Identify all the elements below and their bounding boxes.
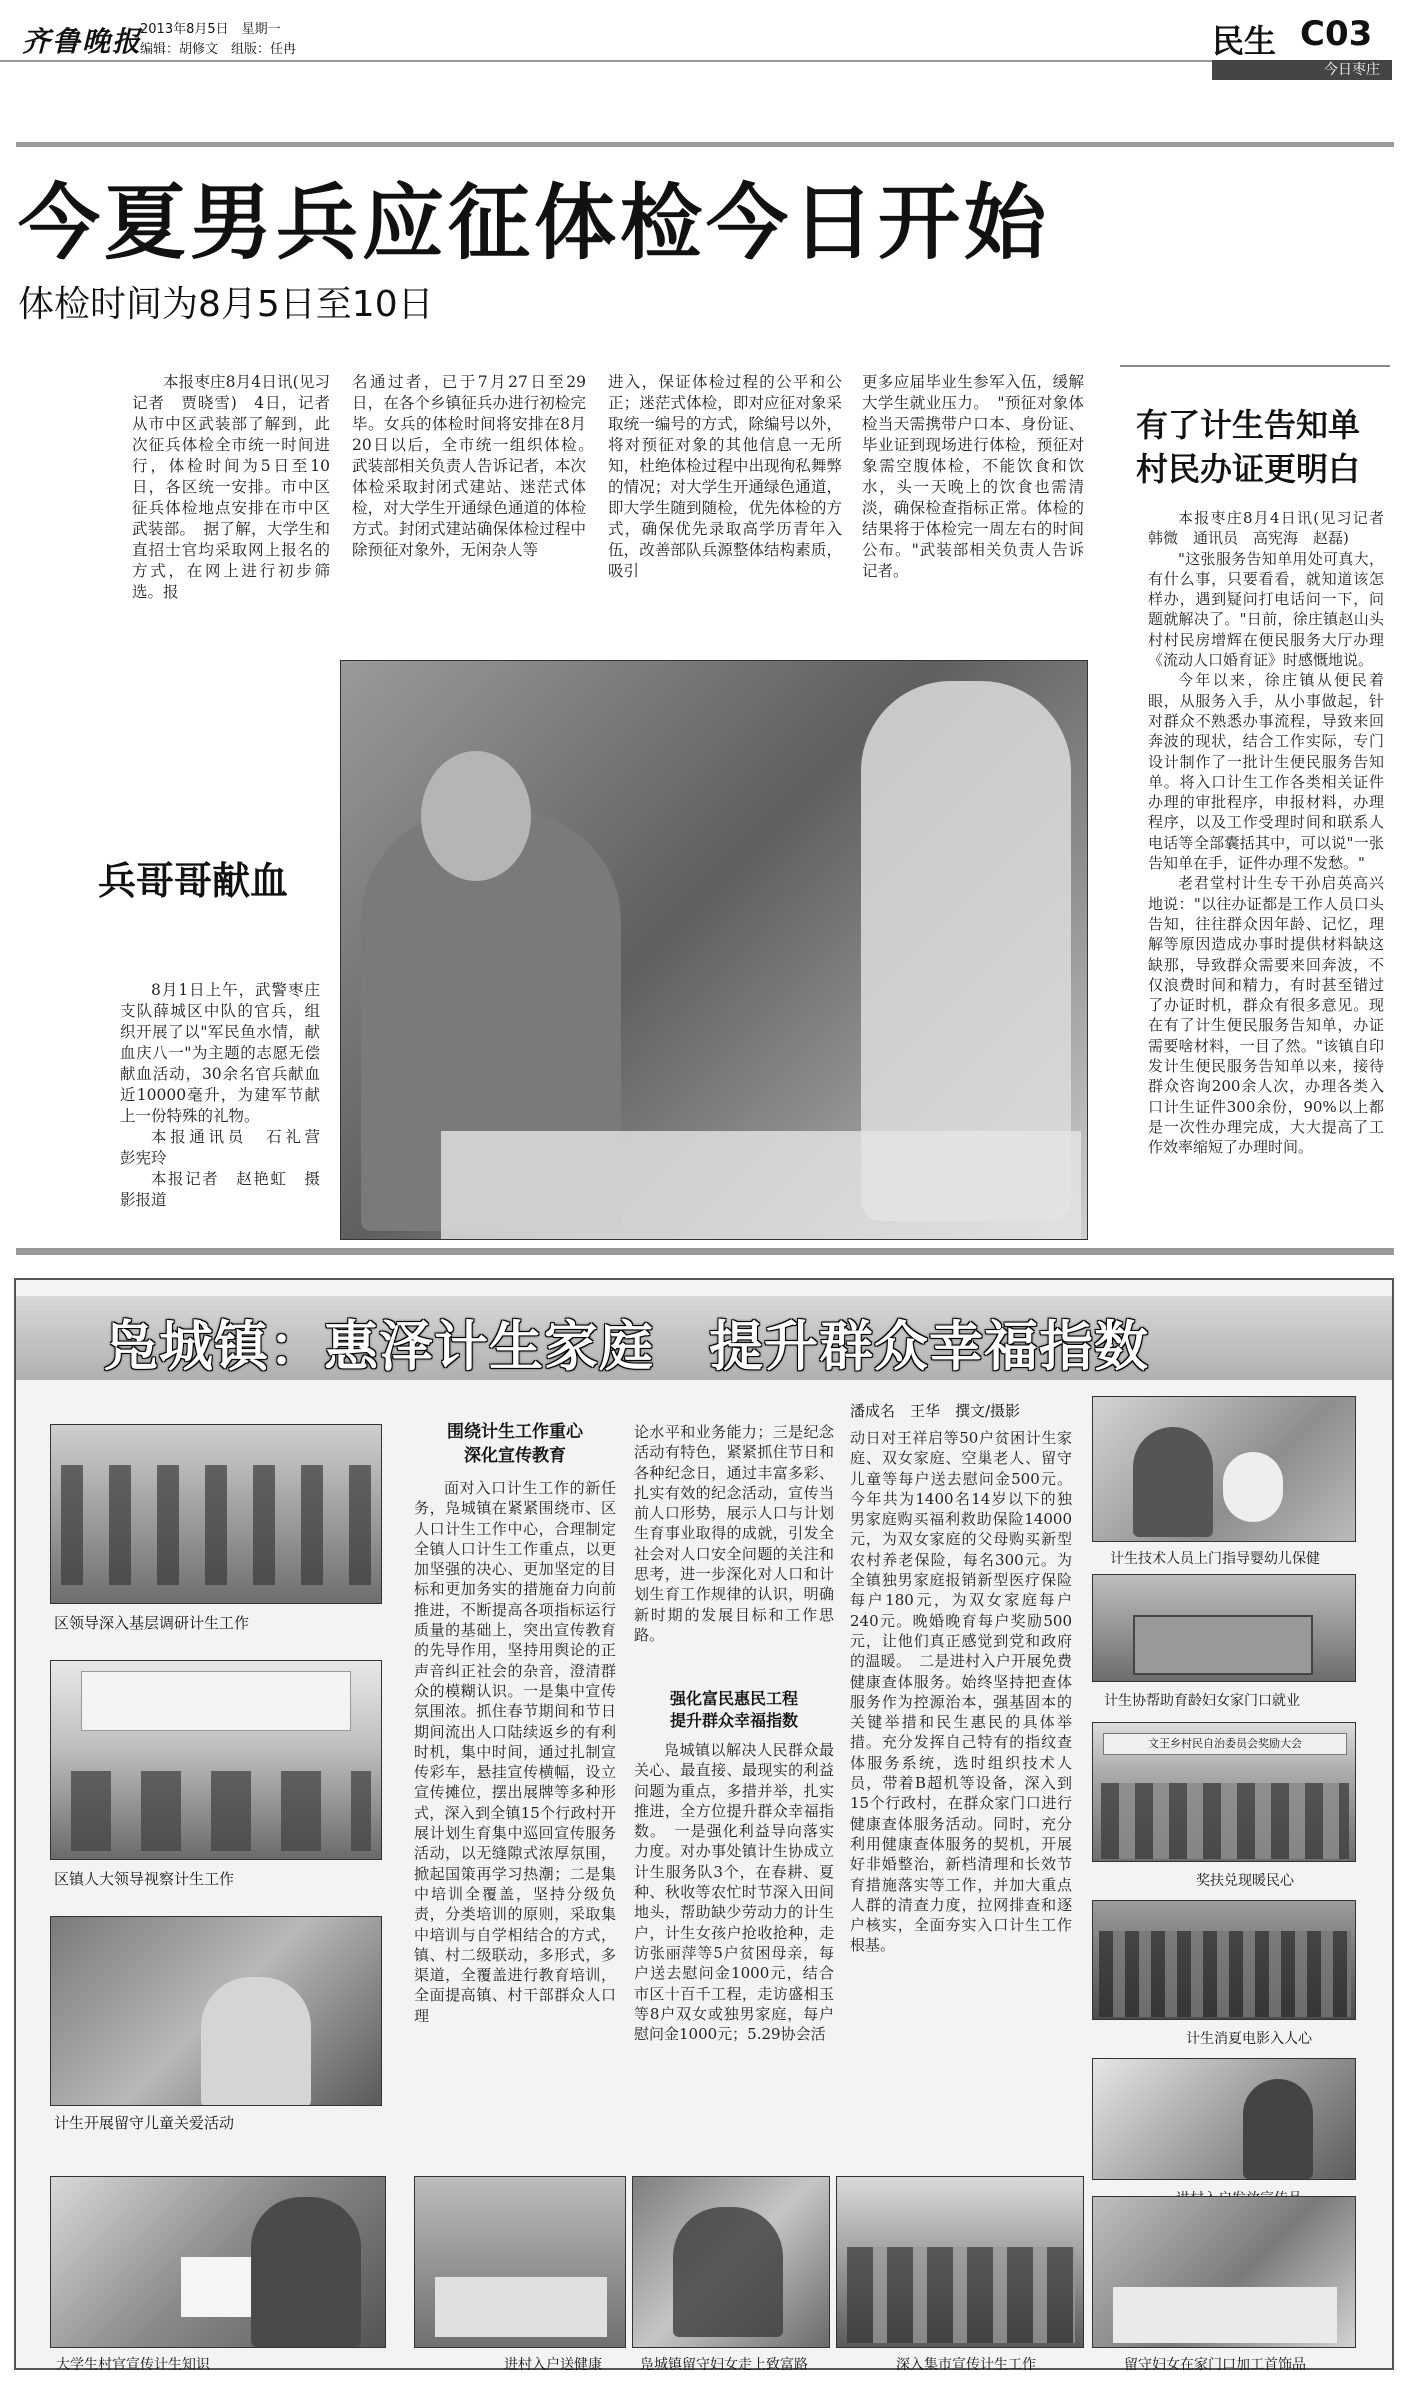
photo-home-employment (1092, 1574, 1356, 1682)
caption-health-delivery: 进村入户送健康 (504, 2357, 602, 2373)
masthead-rule (0, 60, 1212, 62)
feature-column-a-text: 面对入口计生工作的新任务，凫城镇在紧紧围绕市、区人口计生工作中心，合理制定全镇人口计生工作重点，以更加坚强的决心、更加坚定的目标和更加务实的措施奋力向前推进，不断提高各项指标运行质量的基础上，突出宣传教育的先导作用，坚持用舆论的正声音纠正社会的杂音，澄清群众的模糊认识。一是集中宣传氛围浓。抓住春节期间和节日期间流出人口陆续返乡的有利时机，集中时间，通过扎制宣传彩车，悬挂宣传横幅，设立宣传摊位，摆出展牌等多种形式，深入到全镇15个行政村开展计划生育集中巡回宣传服务活动，以无缝隙式浓厚氛围，掀起国策再学习热潮；二是集中培训全覆盖，坚持分级负责，分类培训的原则，采取集中培训与自学相结合的方式，镇、村二级联动，多形式，多渠道，全覆盖进行教育培训，全面提高镇、村干部群众人口理 (414, 1479, 616, 2025)
photo-summer-movie (1092, 1900, 1356, 2020)
feature-subhead-1-line-1: 围绕计生工作重心 (447, 1422, 583, 1442)
wall-calligraphy (81, 1671, 351, 1731)
story-column-4 (862, 372, 1084, 582)
worker-figure (673, 2207, 783, 2337)
blood-donation-story (120, 980, 336, 1211)
date-line: 2013年8月5日 星期一 (140, 22, 281, 37)
photo-officials-visit (50, 1424, 382, 1604)
paper-logo: 齐鲁晚报 (22, 25, 143, 58)
caption-meeting: 区镇人大领导视察计生工作 (54, 1870, 235, 1888)
market-crowd (847, 2247, 1075, 2343)
caption-left-behind-children: 计生开展留守儿童关爱活动 (54, 2114, 235, 2132)
feature-column-b (634, 1422, 834, 1645)
award-stage-banner-text: 文王乡村民自治委员会奖励大会 (1148, 1737, 1302, 1750)
caption-village-official: 大学生村官宣传计生知识 (56, 2357, 210, 2373)
award-stage-banner (1103, 1733, 1347, 1755)
leaflet (181, 2257, 251, 2317)
story-column-3-text: 进入，保证体检过程的公平和公正；迷茫式体检，即对应征对象采取统一编号的方式，除编号以外，将对预征对象的其他信息一无所知，杜绝体检过程中出现徇私舞弊的情况；对大学生开通绿色通道，即大学生随到随检，优先体检的方式，确保优先录取高学历青年入伍，改善部队兵源整体结构素质，吸引 (608, 373, 842, 580)
top-divider (16, 142, 1394, 147)
photo-meeting (50, 1660, 382, 1860)
editor-line: 编辑：胡修文 组版：任冉 (140, 42, 297, 57)
region-tag (1212, 60, 1392, 80)
photo-left-behind-children (50, 1916, 382, 2106)
photo-women-prosperity (632, 2176, 830, 2348)
feature-subhead-2-line-2: 提升群众幸福指数 (669, 1711, 798, 1730)
feature-credits: 潘成名 王华 撰文/摄影 (850, 1402, 1021, 1420)
caption-award-ceremony: 奖扶兑现暖民心 (1196, 1873, 1294, 1889)
feature-column-b-text-2: 凫城镇以解决人民群众最关心、最直接、最现实的利益问题为重点，多措并举，扎实推进，全方位提升群众幸福指数。 一是强化利益导向落实力度。对办事处镇计生协成立计生服务队3个，在春耕、夏种、秋收等农忙时节深入田间地头，帮助缺少劳动力的计生户，计生女孩户抢收抢种，走访张丽萍等5户贫困母亲，每户送去慰问金1000元，结合市区十百千工程，走访盛相玉等8户双女或独男家庭，每户慰问金1000元；5.29协会活 (634, 1741, 834, 2044)
feature-subhead-1-line-2: 深化宣传教育 (464, 1446, 566, 1466)
story-column-1 (132, 372, 330, 603)
feature-banner (16, 1296, 1392, 1380)
caption-officials-visit: 区领导深入基层调研计生工作 (54, 1614, 250, 1632)
story-column-4-text: 更多应届毕业生参军入伍，缓解大学生就业压力。 "预征对象体检当天需携带户口本、身份证、毕业证到现场进行体检，预征对象需空腹体检，不能饮食和饮水，头一天晚上的饮食也需清淡，确保检查指标正常。体检的结果将于体检完一周左右的时间公布。"武装部相关负责人告诉记者。 (862, 373, 1084, 580)
caption-home-employment: 计生协帮助育龄妇女家门口就业 (1104, 1693, 1300, 1709)
audience (1099, 1931, 1351, 2017)
photo-door-to-door (1092, 2058, 1356, 2180)
sidebar-paragraph-2: 今年以来，徐庄镇从便民着眼，从服务入手，从小事做起，针对群众不熟悉办事流程，导致来回奔波的现状，结合工作实际，专门设计制作了一批计生便民服务告知单。将入口计生工作各类相关证件办理的审批程序，申报材料，办理程序，以及工作受理时间和联系人电话等全部囊括其中，可以说"一张告知单在手，证件办理不发愁。" (1148, 671, 1384, 873)
feature-banner-title: 凫城镇：惠泽计生家庭 提升群众幸福指数 (104, 1315, 1149, 1378)
soldier-head (421, 751, 531, 881)
blood-donation-credit-1: 本报通讯员 石礼营 彭宪玲 (120, 1128, 336, 1167)
masthead (0, 0, 1409, 80)
blood-donation-title: 兵哥哥献血 (98, 859, 289, 903)
page-title: 今夏男兵应征体检今日开始 (18, 176, 1051, 271)
page-subtitle: 体检时间为8月5日至10日 (18, 284, 434, 325)
sidebar-byline: 本报枣庄8月4日讯(见习记者 韩微 通讯员 高宪海 赵磊) (1148, 509, 1400, 548)
feature-subhead-2-line-1: 强化富民惠民工程 (669, 1689, 798, 1708)
feature-column-a (414, 1478, 616, 2026)
seated-figures (71, 1771, 371, 1851)
figure-group (61, 1465, 371, 1585)
blood-donation-credit-2: 本报记者 赵艳虹 摄影报道 (120, 1170, 320, 1209)
work-bench (1133, 1615, 1313, 1675)
story-column-3 (608, 372, 842, 582)
photo-health-delivery (414, 2176, 626, 2348)
photo-market-publicity (836, 2176, 1084, 2348)
craft-table (1113, 2287, 1337, 2343)
feature-column-b2 (634, 1740, 834, 2044)
mid-divider (16, 1248, 1394, 1255)
photo-infant-care (1092, 1396, 1356, 1542)
sidebar-paragraph-3: 老君堂村计生专干孙启英高兴地说："以往办证都是工作人员口头告知，往往群众因年龄、记忆，理解等原因造成办事时提供材料缺这缺那，导致群众需要来回奔波，不仅浪费时间和精力，有时甚至错过了办证时机，群众有很多意见。现在有了计生便民服务告知单，办证需要啥材料，一目了然。"该镇自印发计生便民服务告知单以来，接待群众咨询200余人次，办理各类入口计生证件300余份，90%以上都是一次性办理完成，大大提高了工作效率缩短了办理时间。 (1148, 874, 1384, 1157)
sidebar-rule (1120, 365, 1390, 367)
caption-women-prosperity: 凫城镇留守妇女走上致富路 (640, 2357, 808, 2373)
elder-figure (251, 2197, 361, 2347)
story-column-2 (352, 372, 602, 561)
feature-subhead-2 (634, 1688, 834, 1732)
section-name: 民生 (1212, 22, 1277, 60)
blood-donation-photo (340, 660, 1088, 1240)
sidebar-title-line-2: 村民办证更明白 (1136, 450, 1361, 488)
caption-jewelry-processing: 留守妇女在家门口加工首饰品 (1124, 2357, 1306, 2373)
crowd (1101, 1783, 1349, 1859)
caption-summer-movie: 计生消夏电影入人心 (1186, 2031, 1312, 2047)
child-figure (201, 1977, 311, 2106)
visitor-figure (1243, 2079, 1313, 2179)
caption-infant-care: 计生技术人员上门指导婴幼儿保健 (1110, 1551, 1320, 1567)
story-column-2-text: 名通过者，已于7月27日至29日，在各个乡镇征兵办进行初检完毕。女兵的体检时间将安排在8月20日以后，全市统一组织体检。 武装部相关负责人告诉记者，本次体检采取封闭式建站、迷茫式体检，对大学生开通绿色通道的体检方式。封闭式建站确保体检过程中除预征对象外，无闲杂人等 (352, 373, 602, 559)
photo-village-official (50, 2176, 386, 2348)
photo-award-ceremony (1092, 1722, 1356, 1862)
table-surface (441, 1131, 1081, 1240)
caption-market-publicity: 深入集市宣传计生工作 (896, 2357, 1036, 2373)
feature-column-b-text-1: 论水平和业务能力；三是纪念活动有特色，紧紧抓住节日和各种纪念日，通过丰富多彩、扎实有效的纪念活动，宣传当前人口形势，展示人口与计划生育事业取得的成就，引发全社会对人口安全问题的关注和思考，进一步深化对人口和计划生育工作规律的认识，明确新时期的发展目标和工作思路。 (634, 1423, 834, 1644)
mother-figure (1133, 1427, 1213, 1537)
sidebar-paragraph-1: "这张服务告知单用处可真大，有什么事，只要看看，就知道该怎样办，遇到疑问打电话问一下，问题就解决了。"日前，徐庄镇赵山头村村民房增辉在便民服务大厅办理《流动人口婚育证》时感慨地说。 (1148, 549, 1384, 670)
baby-figure (1223, 1452, 1283, 1522)
health-table (435, 2277, 607, 2337)
feature-subhead-1 (420, 1420, 610, 1468)
sidebar-story (1148, 508, 1400, 1158)
page-number: C03 (1300, 14, 1373, 54)
feature-column-c (850, 1428, 1072, 1956)
blood-donation-body: 8月1日上午，武警枣庄支队薛城区中队的官兵，组织开展了以"军民鱼水情，献血庆八一"为主题的志愿无偿献血活动，30余名官兵献血近10000毫升，为建军节献上一份特殊的礼物。 (120, 981, 320, 1125)
region-tag-text: 今日枣庄 (1324, 62, 1380, 78)
feature-column-c-text: 动日对王祥启等50户贫困计生家庭、双女家庭、空巢老人、留守儿童等每户送去慰问金500元。今年共为1400名14岁以下的独男家庭购买福利救助保险14000元，为双女家庭的父母购买新型农村养老保险，每名300元。为全镇独男家庭报销新型医疗保险每户180元，为双女家庭每户240元。晚婚晚育每户奖励500元，让他们真正感觉到党和政府的温暖。 二是进村入户开展免费健康查体服务。始终坚持把查体服务作为控源治本，强基固本的关键举措和民生惠民的具体举措。充分发挥自己特有的指纹查体服务系统，选时组织技术人员，带着B超机等设备，深入到15个行政村，在群众家门口进行健康查体服务活动。同时，充分利用健康查体服务的契机，开展好非婚整治，新档清理和长效节育措施落实等工作，并加大重点人群的清查力度，拉网排查和逐户核实，全面夯实入口计生工作根基。 (850, 1429, 1072, 1955)
photo-jewelry-processing (1092, 2196, 1356, 2348)
sidebar-title-line-1: 有了计生告知单 (1136, 406, 1361, 444)
story-column-1-text: 本报枣庄8月4日讯(见习记者 贾晓雪) 4日，记者从市中区武装部了解到，此次征兵体检全市统一时间进行，体检时间为5日至10日，各区统一安排。市中区征兵体检地点安排在市中区武装部。 据了解，大学生和直招士官均采取网上报名的方式，在网上进行初步筛选。报 (132, 373, 330, 601)
